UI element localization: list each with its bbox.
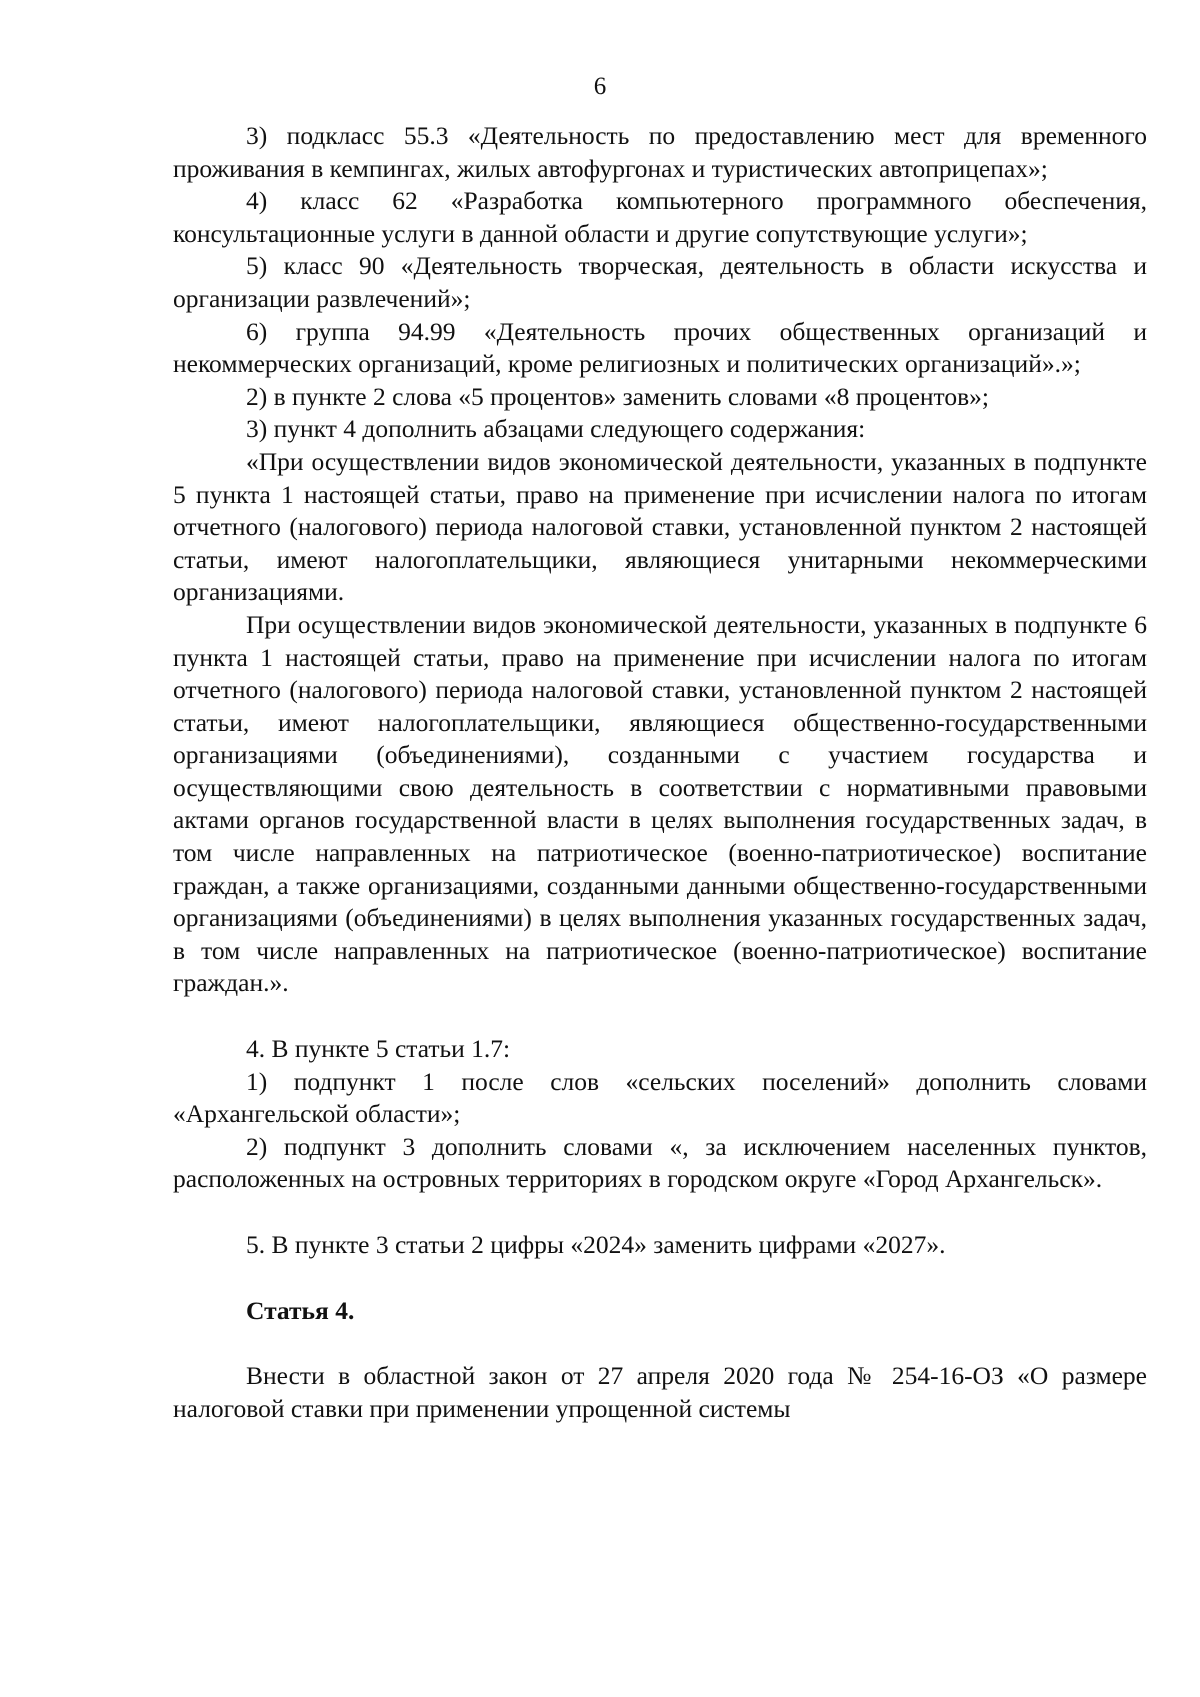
paragraph-group-94-99: 6) группа 94.99 «Деятельность прочих общественных организаций и некоммерческих организаций, кроме религиозных и политических организаций».»;: [173, 316, 1147, 379]
spacer: [173, 1196, 1147, 1229]
document-body: [173, 120, 1147, 1425]
paragraph-item-2-amendment: 2) в пункте 2 слова «5 процентов» заменить словами «8 процентов»;: [246, 381, 989, 411]
spacer: [173, 1262, 1147, 1295]
paragraph-quoted-subpoint-6: При осуществлении видов экономической деятельности, указанных в подпункте 6 пункта 1 настоящей статьи, право на применение при исчислении налога по итогам отчетного (налогового) периода налоговой ставки, установленной пунктом 2 настоящей статьи, имеют налогоплательщики, являющиеся общественно-государственными организациями (объединениями), созданными с участием государства и осуществляющими свою деятельность в соответствии с нормативными правовыми актами органов государственной власти в целях выполнения государственных задач, в том числе направленных на патриотическое (военно-патриотическое) воспитание граждан, а также организациями, созданными данными общественно-государственными организациями (объединениями) в целях выполнения указанных государственных задач, в том числе направленных на патриотическое (военно-патриотическое) воспитание граждан.».: [173, 609, 1147, 998]
paragraph-quoted-subpoint-5: «При осуществлении видов экономической деятельности, указанных в подпункте 5 пункта 1 настоящей статьи, право на применение при исчислении налога по итогам отчетного (налогового) периода налоговой ставки, установленной пунктом 2 настоящей статьи, имеют налогоплательщики, являющиеся унитарными некоммерческими организациями.: [173, 446, 1147, 607]
paragraph-section-4-item-1: 1) подпункт 1 после слов «сельских поселений» дополнить словами «Архангельской области»;: [173, 1066, 1147, 1129]
spacer: [173, 1327, 1147, 1360]
paragraph-subclass-55-3: 3) подкласс 55.3 «Деятельность по предоставлению мест для временного проживания в кемпингах, жилых автофургонах и туристических автоприцепах»;: [173, 121, 1147, 183]
article-heading: Статья 4.: [246, 1295, 355, 1325]
paragraph-article-4-intro: Внести в областной закон от 27 апреля 2020 года № 254-16-ОЗ «О размере налоговой ставки при применении упрощенной системы: [173, 1361, 1147, 1423]
paragraph-item-3-amendment: 3) пункт 4 дополнить абзацами следующего содержания:: [246, 414, 866, 444]
paragraph-section-4: 4. В пункте 5 статьи 1.7:: [246, 1034, 511, 1064]
paragraph-class-90: 5) класс 90 «Деятельность творческая, деятельность в области искусства и организации развлечений»;: [173, 251, 1147, 313]
paragraph-section-5: 5. В пункте 3 статьи 2 цифры «2024» заменить цифрами «2027».: [246, 1230, 946, 1259]
page-number: 6: [593, 73, 607, 100]
paragraph-section-4-item-2: 2) подпункт 3 дополнить словами «, за исключением населенных пунктов, расположенных на островных территориях в городском округе «Город Архангельск».: [173, 1131, 1147, 1194]
spacer: [173, 1000, 1147, 1033]
paragraph-class-62: 4) класс 62 «Разработка компьютерного программного обеспечения, консультационные услуги в данной области и другие сопутствующие услуги»;: [173, 186, 1147, 248]
